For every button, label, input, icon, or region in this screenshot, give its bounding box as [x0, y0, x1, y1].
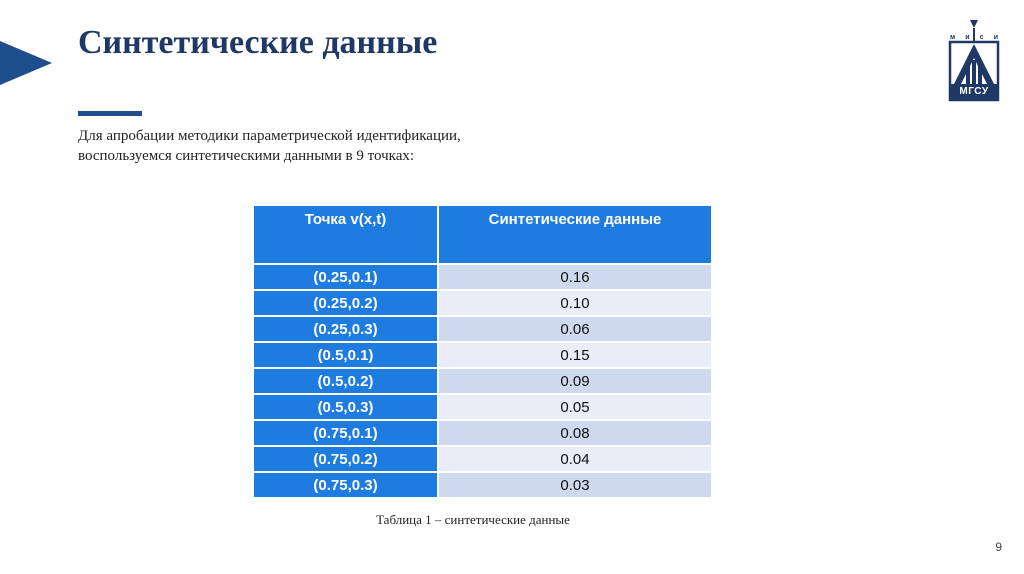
point-cell: (0.25,0.1): [254, 265, 437, 289]
logo-letter: м: [950, 34, 956, 41]
value-cell: 0.05: [439, 395, 711, 419]
table-row: [254, 291, 711, 315]
value-cell: 0.04: [439, 447, 711, 471]
table-caption-wrapper: [0, 512, 984, 528]
value-cell: 0.06: [439, 317, 711, 341]
point-cell: (0.25,0.2): [254, 291, 437, 315]
table-row: [254, 317, 711, 341]
decorative-arrow: [0, 41, 52, 85]
table-row: [254, 473, 711, 497]
point-cell: (0.75,0.2): [254, 447, 437, 471]
body-line: воспользуемся синтетическими данными в 9 точках:: [78, 148, 415, 164]
table-row: [254, 447, 711, 471]
slide-body-text: [78, 126, 598, 166]
value-cell: 0.09: [439, 369, 711, 393]
column-header-point: Точка v(x,t): [254, 206, 437, 263]
point-cell: (0.5,0.2): [254, 369, 437, 393]
point-cell: (0.75,0.1): [254, 421, 437, 445]
value-cell: 0.15: [439, 343, 711, 367]
value-cell: 0.10: [439, 291, 711, 315]
table-row: [254, 421, 711, 445]
synthetic-data-table: [252, 204, 713, 499]
table-row: [254, 343, 711, 367]
table-row: [254, 265, 711, 289]
point-cell: (0.75,0.3): [254, 473, 437, 497]
mgsu-logo: [948, 20, 1000, 102]
value-cell: 0.08: [439, 421, 711, 445]
table-header-row: [254, 206, 711, 263]
title-underline: [78, 111, 142, 116]
logo-letter: с: [979, 34, 984, 41]
logo-letter: и: [965, 34, 970, 41]
logo-letter: и: [993, 34, 998, 41]
body-line: Для апробации методики параметрической идентификации,: [78, 128, 461, 144]
page-number: 9: [995, 540, 1002, 554]
logo-caption: МГСУ: [959, 86, 989, 97]
point-cell: (0.25,0.3): [254, 317, 437, 341]
logo-letters: [950, 34, 998, 41]
table-caption: Таблица 1 – синтетические данные: [376, 512, 570, 527]
table-row: [254, 369, 711, 393]
point-cell: (0.5,0.1): [254, 343, 437, 367]
value-cell: 0.16: [439, 265, 711, 289]
slide-title: Синтетические данные: [78, 24, 438, 61]
point-cell: (0.5,0.3): [254, 395, 437, 419]
column-header-value: Синтетические данные: [439, 206, 711, 263]
value-cell: 0.03: [439, 473, 711, 497]
table-row: [254, 395, 711, 419]
